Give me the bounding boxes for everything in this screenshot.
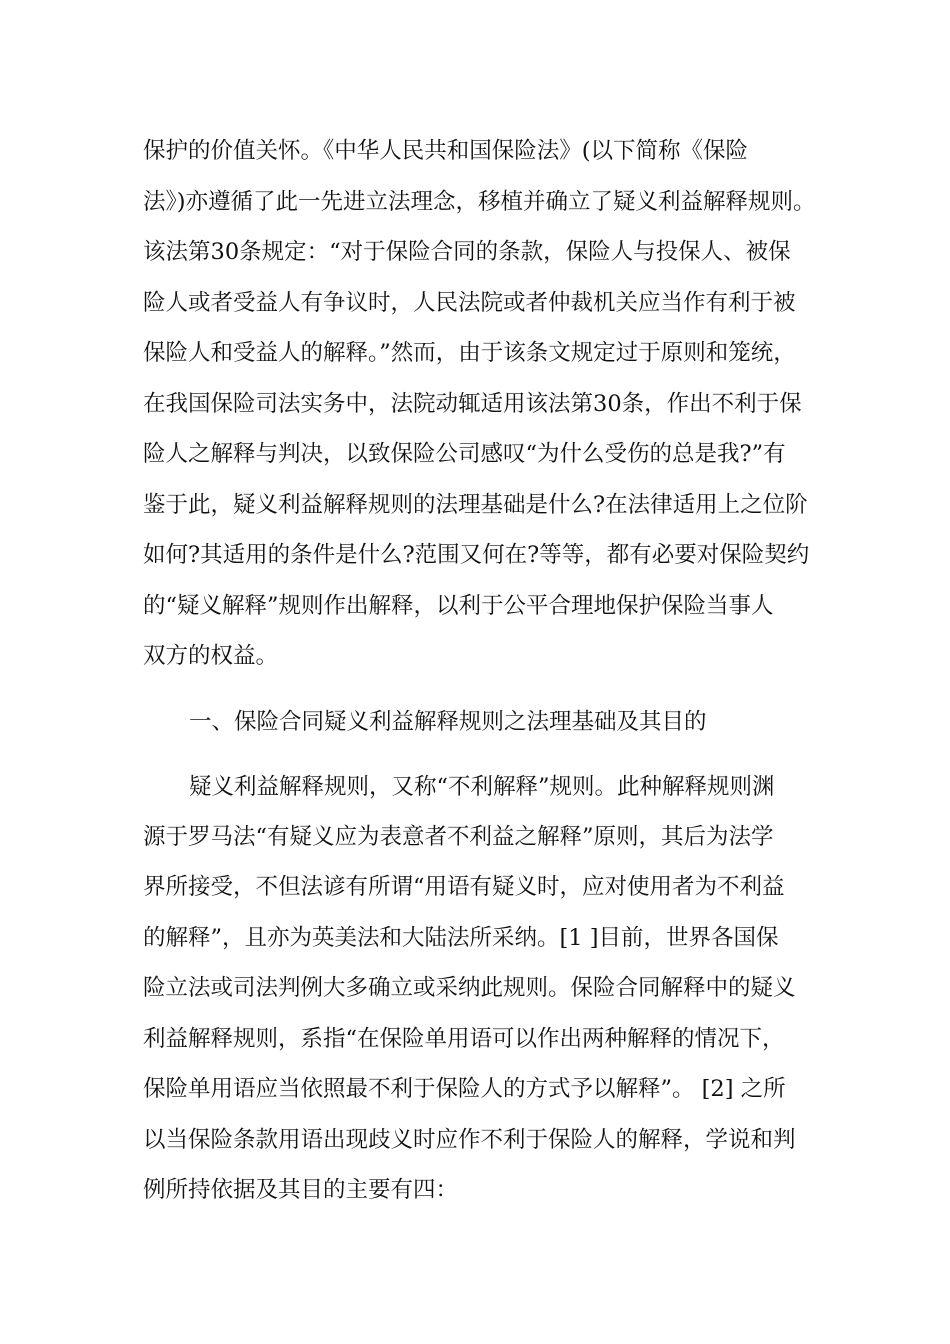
paragraph-1-line: 险人或者受益人有争议时，人民法院或者仲裁机关应当作有利于被 (143, 290, 796, 316)
paragraph-2-line: 界所接受，不但法谚有所谓“用语有疑义时，应对使用者为不利益 (143, 874, 785, 900)
paragraph-1-line: 双方的权益。 (143, 643, 279, 669)
section-heading: 一、保险合同疑义利益解释规则之法理基础及其目的 (189, 709, 707, 735)
paragraph-1-line: 险人之解释与判决，以致保险公司感叹“为什么受伤的总是我?”有 (143, 441, 786, 467)
paragraph-1-line: 的“疑义解释”规则作出解释，以利于公平合理地保护保险当事人 (143, 593, 774, 619)
paragraph-1-line: 该法第30条规定：“对于保险合同的条款，保险人与投保人、被保 (143, 239, 791, 265)
paragraph-2-line: 的解释”，且亦为英美法和大陆法所采纳。[1 ]目前，世界各国保 (143, 925, 779, 951)
paragraph-1-line: 保护的价值关怀。《中华人民共和国保险法》(以下简称《保险 (143, 138, 749, 164)
paragraph-2-line: 源于罗马法“有疑义应为表意者不利益之解释”原则，其后为法学 (143, 824, 774, 850)
paragraph-1-line: 法》)亦遵循了此一先进立法理念，移植并确立了疑义利益解释规则。 (143, 189, 816, 215)
paragraph-2-line: 疑义利益解释规则，又称“不利解释”规则。此种解释规则渊 (189, 774, 775, 800)
paragraph-1-line: 保险人和受益人的解释。”然而，由于该条文规定过于原则和笼统， (143, 340, 796, 366)
paragraph-2-line: 以当保险条款用语出现歧义时应作不利于保险人的解释，学说和判 (143, 1127, 796, 1153)
paragraph-1-line: 如何?其适用的条件是什么?范围又何在?等等，都有必要对保险契约 (143, 542, 810, 568)
paragraph-2-line: 利益解释规则，系指“在保险单用语可以作出两种解释的情况下， (143, 1026, 785, 1052)
paragraph-2-line: 例所持依据及其目的主要有四： (143, 1177, 459, 1203)
paragraph-2-line: 保险单用语应当依照最不利于保险人的方式予以解释”。 [2] 之所 (143, 1076, 786, 1102)
paragraph-2-line: 险立法或司法判例大多确立或采纳此规则。保险合同解释中的疑义 (143, 975, 796, 1001)
paragraph-1-line: 鉴于此，疑义利益解释规则的法理基础是什么?在法律适用上之位阶 (143, 492, 808, 518)
paragraph-1-line: 在我国保险司法实务中，法院动辄适用该法第30条，作出不利于保 (143, 391, 802, 417)
